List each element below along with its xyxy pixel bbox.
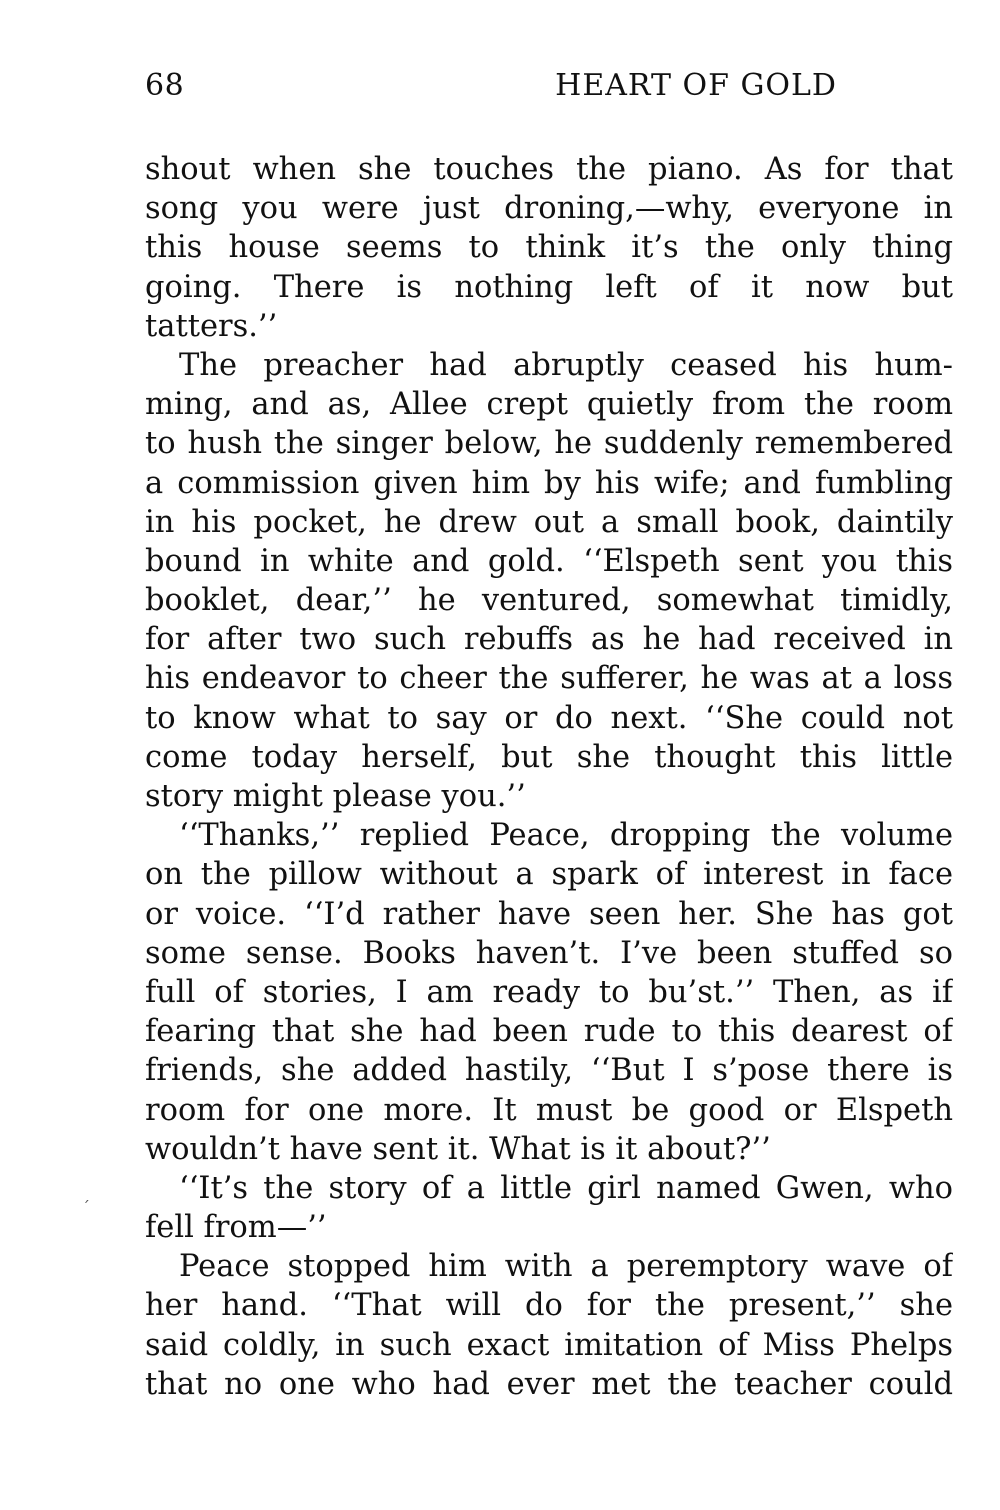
text-line: her hand. ‘‘That will do for the present,’’ she	[145, 1288, 953, 1324]
text-line: in his pocket, he drew out a small book, daintily	[145, 504, 953, 540]
text-line: wouldn’t have sent it. What is it about?’’	[145, 1131, 771, 1167]
text-line: this house seems to think it’s the only thing	[145, 230, 953, 266]
text-line: on the pillow without a spark of interest in face	[145, 857, 953, 893]
page-number: 68	[145, 68, 185, 103]
text-line: bound in white and gold. ‘‘Elspeth sent you this	[145, 543, 953, 579]
text-line: to hush the singer below, he suddenly remembered	[145, 426, 953, 462]
stray-pencil-mark: ˊ	[82, 1198, 90, 1217]
body-text	[145, 150, 953, 1404]
text-line: Peace stopped him with a peremptory wave of	[179, 1249, 953, 1285]
text-line: shout when she touches the piano. As for that	[145, 152, 953, 187]
text-line: that no one who had ever met the teacher could	[145, 1366, 953, 1402]
text-line: ‘‘It’s the story of a little girl named Gwen, who	[179, 1170, 953, 1206]
text-line: The preacher had abruptly ceased his hum-	[179, 347, 953, 383]
text-line: room for one more. It must be good or Elspeth	[145, 1092, 953, 1128]
text-line: going. There is nothing left of it now but	[145, 269, 953, 305]
text-line: for after two such rebuffs as he had received in	[145, 622, 953, 658]
text-line: said coldly, in such exact imitation of Miss Phelps	[145, 1327, 953, 1363]
text-line: booklet, dear,’’ he ventured, somewhat timidly,	[145, 583, 953, 619]
text-line: come today herself, but she thought this little	[145, 739, 953, 775]
page-header	[145, 68, 953, 112]
text-line: to know what to say or do next. ‘‘She could not	[145, 700, 953, 736]
text-line: fell from—’’	[145, 1210, 327, 1246]
text-line: friends, she added hastily, ‘‘But I s’pose there is	[145, 1053, 953, 1089]
text-line: ming, and as, Allee crept quietly from the room	[145, 387, 953, 423]
text-line: song you were just droning,—why, everyone in	[145, 191, 953, 227]
text-line: a commission given him by his wife; and fumbling	[145, 465, 953, 501]
text-line: his endeavor to cheer the sufferer, he was at a loss	[145, 661, 953, 697]
text-line: fearing that she had been rude to this dearest of	[145, 1014, 953, 1050]
text-line: ‘‘Thanks,’’ replied Peace, dropping the volume	[179, 818, 953, 854]
text-line: tatters.’’	[145, 308, 278, 344]
text-line: story might please you.’’	[145, 779, 526, 814]
running-head-title: HEART OF GOLD	[555, 68, 837, 103]
text-line: or voice. ‘‘I’d rather have seen her. She has got	[145, 896, 953, 932]
text-line: full of stories, I am ready to bu’st.’’ Then, as if	[145, 974, 953, 1010]
text-line: some sense. Books haven’t. I’ve been stuffed so	[145, 935, 953, 971]
